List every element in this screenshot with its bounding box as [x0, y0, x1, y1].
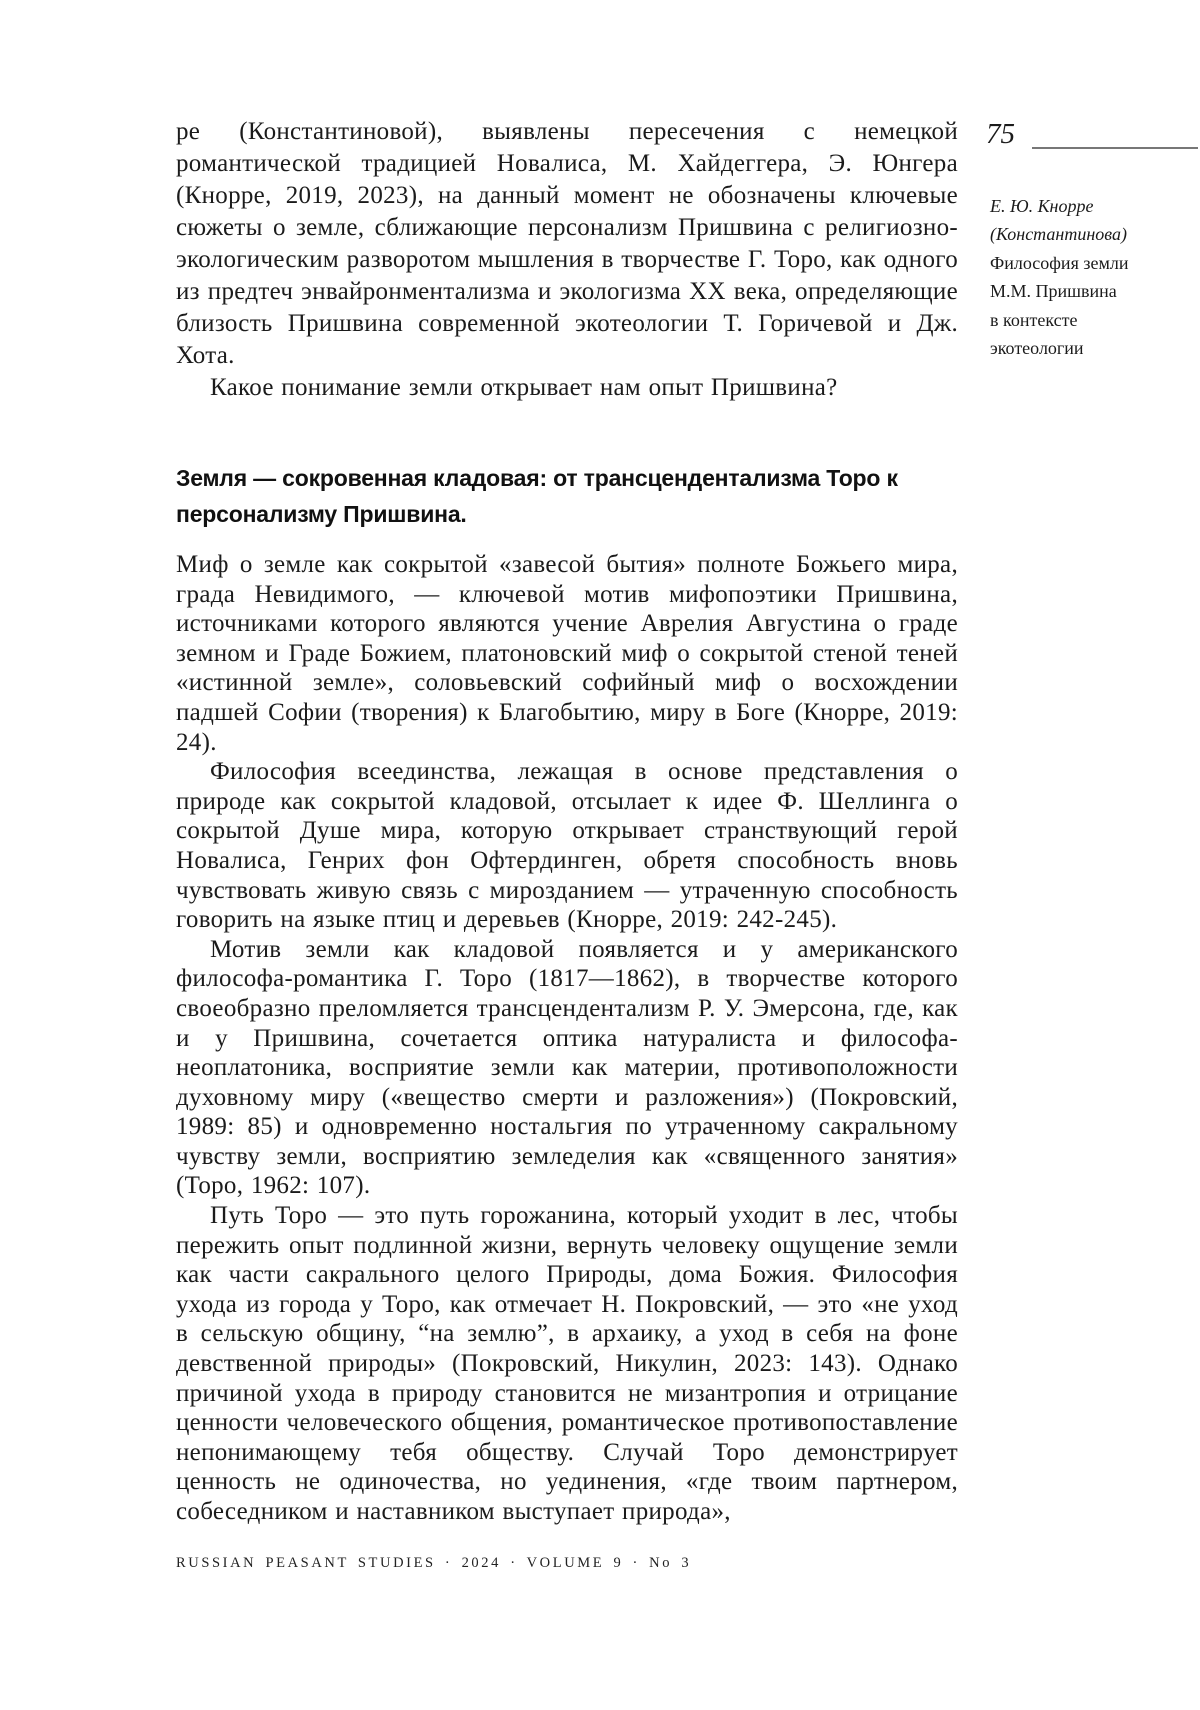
- paragraph: Путь Торо — это путь горожанина, который уходит в лес, чтобы пережить опыт подлинной жизни, вернуть человеку ощущение земли как части сакрального целого Природы, дома Божия. Философия ухода из города у Торо, как отмечает Н. Покровский, — это «не уход в сельскую общину, “на землю”, в архаику, а уход в себя на фоне девственной природы» (Покровский, Никулин, 2023: 143). Однако причиной ухода в природу становится не мизантропия и отрицание ценности человеческого общения, романтическое противопоставление непонимающему тебя обществу. Случай Торо демонстрирует ценность не одиночества, но уединения, «где твоим партнером, собеседником и наставником выступает природа»,: [176, 1202, 958, 1525]
- article-title-line: в контексте: [990, 309, 1078, 330]
- header-rule: [1032, 147, 1198, 149]
- paragraph: Философия всеединства, лежащая в основе представления о природе как сокрытой кладовой, отсылает к идее Ф. Шеллинга о сокрытой Душе мира, которую открывает странствующий герой Новалиса, Генрих фон Офтердинген, обретя способность вновь чувствовать живую связь с мирозданием — утраченную способность говорить на языке птиц и деревьев (Кнорре, 2019: 242-245).: [176, 758, 958, 934]
- article-title-line: Философия земли: [990, 252, 1129, 273]
- article-title-line: экотеологии: [990, 338, 1084, 359]
- journal-footer: RUSSIAN PEASANT STUDIES · 2024 · VOLUME 9 · No 3: [176, 1555, 692, 1571]
- article-title-line: М.М. Пришвина: [990, 281, 1117, 302]
- main-text-body: [176, 550, 958, 1527]
- paragraph: Миф о земле как сокрытой «завесой бытия» полноте Божьего мира, града Невидимого, — ключевой мотив мифопоэтики Пришвина, источниками которого являются учение Аврелия Августина о граде земном и Граде Божием, платоновский миф о сокрытой стеной теней «истинной земле», соловьевский софийный миф о восхождении падшей Софии (творения) к Благобытию, миру в Боге (Кнорре, 2019: 24).: [176, 551, 958, 756]
- author-block: [990, 192, 1190, 362]
- author-name-line: Е. Ю. Кнорре: [990, 196, 1094, 216]
- paragraph-continued: ре (Константиновой), выявлены пересечения с немецкой романтической традицией Новалиса, М. Хайдеггера, Э. Юнгера (Кнорре, 2019, 2023), на данный момент не обозначены ключевые сюжеты о земле, сближающие персонализм Пришвина с религиозно-экологическим разворотом мышления в творчестве Г. Торо, как одного из предтеч энвайронментализма и экологизма XX века, определяющие близость Пришвина современной экотеологии Т. Горичевой и Дж. Хота.: [176, 118, 958, 369]
- main-text-top: [176, 116, 958, 404]
- paragraph-question: Какое понимание земли открывает нам опыт Пришвина?: [210, 374, 838, 401]
- page-number: 75: [986, 118, 1015, 150]
- author-name-line: (Константинова): [990, 224, 1127, 245]
- section-heading: Земля — сокровенная кладовая: от трансцендентализма Торо к персонализму Пришвина.: [176, 465, 898, 527]
- paragraph: Мотив земли как кладовой появляется и у американского философа-романтика Г. Торо (1817—1862), в творчестве которого своеобразно преломляется трансцендентализм Р. У. Эмерсона, где, как и у Пришвина, сочетается оптика натуралиста и философа-неоплатоника, восприятие земли как материи, противоположности духовному миру («вещество смерти и разложения») (Покровский, 1989: 85) и одновременно ностальгия по утраченному сакральному чувству земли, восприятию земледелия как «священного занятия» (Торо, 1962: 107).: [176, 935, 958, 1200]
